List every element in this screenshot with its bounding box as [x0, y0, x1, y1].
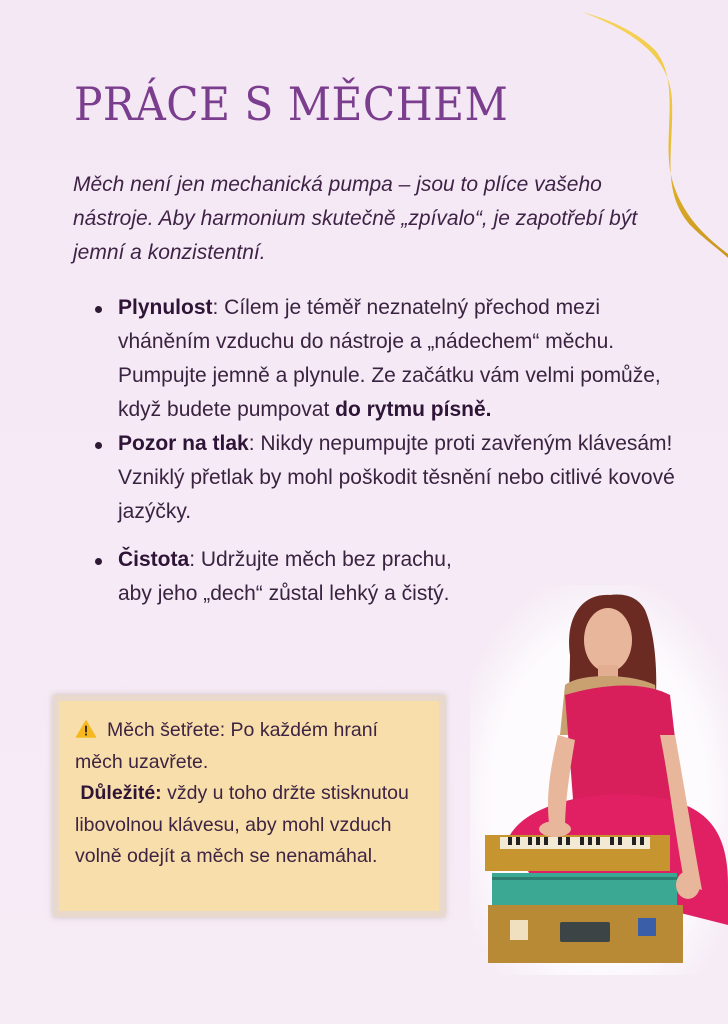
important-label: Důležité:: [80, 782, 162, 804]
harmonium-player-photo: [470, 585, 728, 975]
callout-content: [59, 701, 439, 911]
callout-line1: Měch šetřete: Po každém hraní měch uzavřete.: [75, 719, 378, 773]
term-plynulost: Plynulost: [118, 296, 213, 319]
important-text: vždy u toho držte stisknutou libovolnou klávesu, aby mohl vzduch volně odejít a měch se nenamáhal.: [75, 782, 409, 867]
item-text: : Cílem je téměř neznatelný přechod mezi vháněním vzduchu do nástroje a „nádechem“ měchu. Pumpujte jemně a plynule. Ze začátku vám velmi pomůže, když budete pumpovat: [118, 296, 661, 421]
list-item: [92, 427, 682, 529]
item-text: : Nikdy nepumpujte proti zavřeným klávesám! Vzniklý přetlak by mohl poškodit těsnění nebo citlivé kovové jazýčky.: [118, 432, 675, 523]
page-title: PRÁCE S MĚCHEM: [74, 77, 509, 131]
intro-paragraph: Měch není jen mechanická pumpa – jsou to plíce vašeho nástroje. Aby harmonium skutečně „zpívalo“, je zapotřebí být jemní a konzistentní.: [73, 173, 638, 264]
term-pozor-na-tlak: Pozor na tlak: [118, 432, 249, 455]
warning-icon: [75, 720, 97, 738]
item-text: : Udržujte měch bez prachu, aby jeho „dech“ zůstal lehký a čistý.: [118, 548, 452, 605]
term-cistota: Čistota: [118, 548, 190, 571]
list-item: [92, 291, 682, 427]
emphasis: do rytmu písně.: [335, 398, 492, 421]
tips-list: [92, 291, 682, 611]
warning-callout: [53, 695, 445, 917]
list-item: [92, 543, 458, 611]
